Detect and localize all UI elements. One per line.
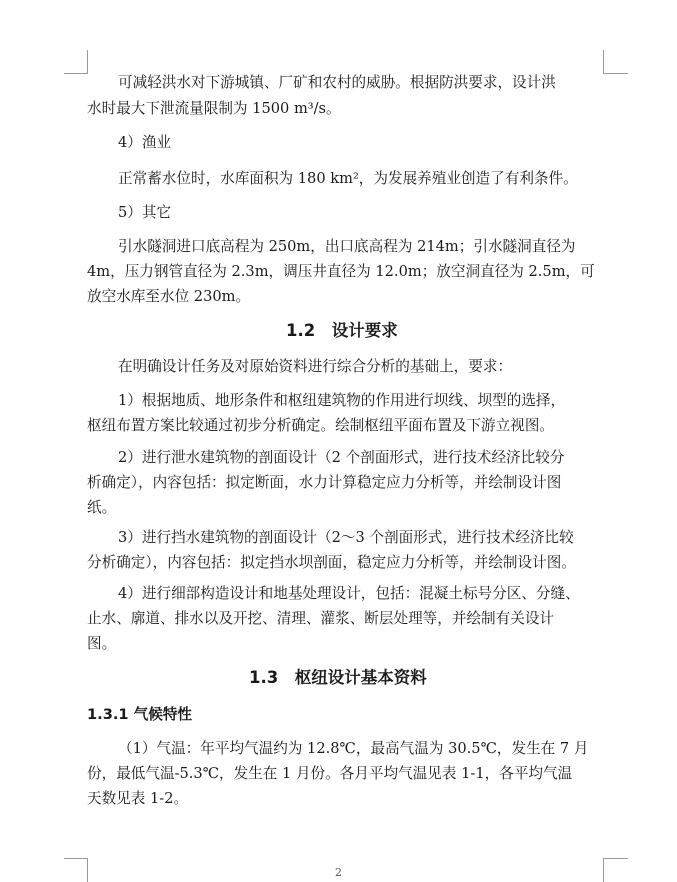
crop-mark-top-right-h (604, 73, 628, 74)
subsection-heading: 1.3.1 气候特性 (87, 706, 193, 723)
list-item-label: 5）其它 (118, 204, 172, 221)
requirement-item-line: 分析确定），内容包括：拟定挡水坝剖面，稳定应力分析等，并绘制设计图。 (87, 554, 576, 571)
crop-mark-bottom-right-h (604, 858, 628, 859)
requirement-item-line: 枢纽布置方案比较通过初步分析确定。绘制枢纽平面布置及下游立视图。 (87, 417, 555, 434)
requirement-item-line: 1）根据地质、地形条件和枢纽建筑物的作用进行坝线、坝型的选择， (118, 392, 566, 409)
body-text-line: （1）气温：年平均气温约为 12.8℃，最高气温为 30.5℃，发生在 7 月 (118, 740, 589, 757)
requirement-item-line: 止水、廓道、排水以及开挖、清理、灌浆、断层处理等，并绘制有关设计 (87, 610, 555, 627)
crop-mark-top-left-v (87, 50, 88, 74)
crop-mark-bottom-left-h (64, 858, 88, 859)
body-text-line: 在明确设计任务及对原始资料进行综合分析的基础上，要求： (118, 358, 513, 375)
crop-mark-top-left-h (64, 73, 88, 74)
requirement-item-line: 2）进行泄水建筑物的剖面设计（2 个剖面形式，进行技术经济比较分 (118, 449, 565, 466)
body-text-line: 水时最大下泄流量限制为 1500 m³/s。 (87, 100, 341, 117)
crop-mark-top-right-v (603, 50, 604, 74)
body-text-line: 份，最低气温-5.3℃，发生在 1 月份。各月平均气温见表 1-1，各平均气温 (87, 765, 573, 782)
requirement-item-line: 4）进行细部构造设计和地基处理设计，包括：混凝土标号分区、分缝、 (118, 585, 580, 602)
body-text-line: 可减轻洪水对下游城镇、厂矿和农村的威胁。根据防洪要求，设计洪 (118, 74, 556, 91)
page-number: 2 (335, 866, 342, 879)
section-heading: 1.2 设计要求 (286, 321, 398, 340)
body-text-line: 4m，压力钢管直径为 2.3m，调压井直径为 12.0m；放空洞直径为 2.5m，可 (87, 263, 595, 280)
list-item-label: 4）渔业 (118, 134, 172, 151)
requirement-item-line: 图。 (87, 635, 117, 652)
requirement-item-line: 纸。 (87, 499, 117, 516)
body-text-line: 放空水库至水位 230m。 (87, 288, 251, 305)
requirement-item-line: 析确定），内容包括：拟定断面，水力计算稳定应力分析等，并绘制设计图 (87, 474, 562, 491)
requirement-item-line: 3）进行挡水建筑物的剖面设计（2～3 个剖面形式，进行技术经济比较 (118, 529, 574, 546)
section-heading: 1.3 枢纽设计基本资料 (249, 668, 427, 687)
body-text-line: 引水隧洞进口底高程为 250m，出口底高程为 214m；引水隧洞直径为 (118, 238, 576, 255)
body-text-line: 正常蓄水位时，水库面积为 180 km²，为发展养殖业创造了有利条件。 (118, 170, 578, 187)
body-text-line: 天数见表 1-2。 (87, 790, 189, 807)
